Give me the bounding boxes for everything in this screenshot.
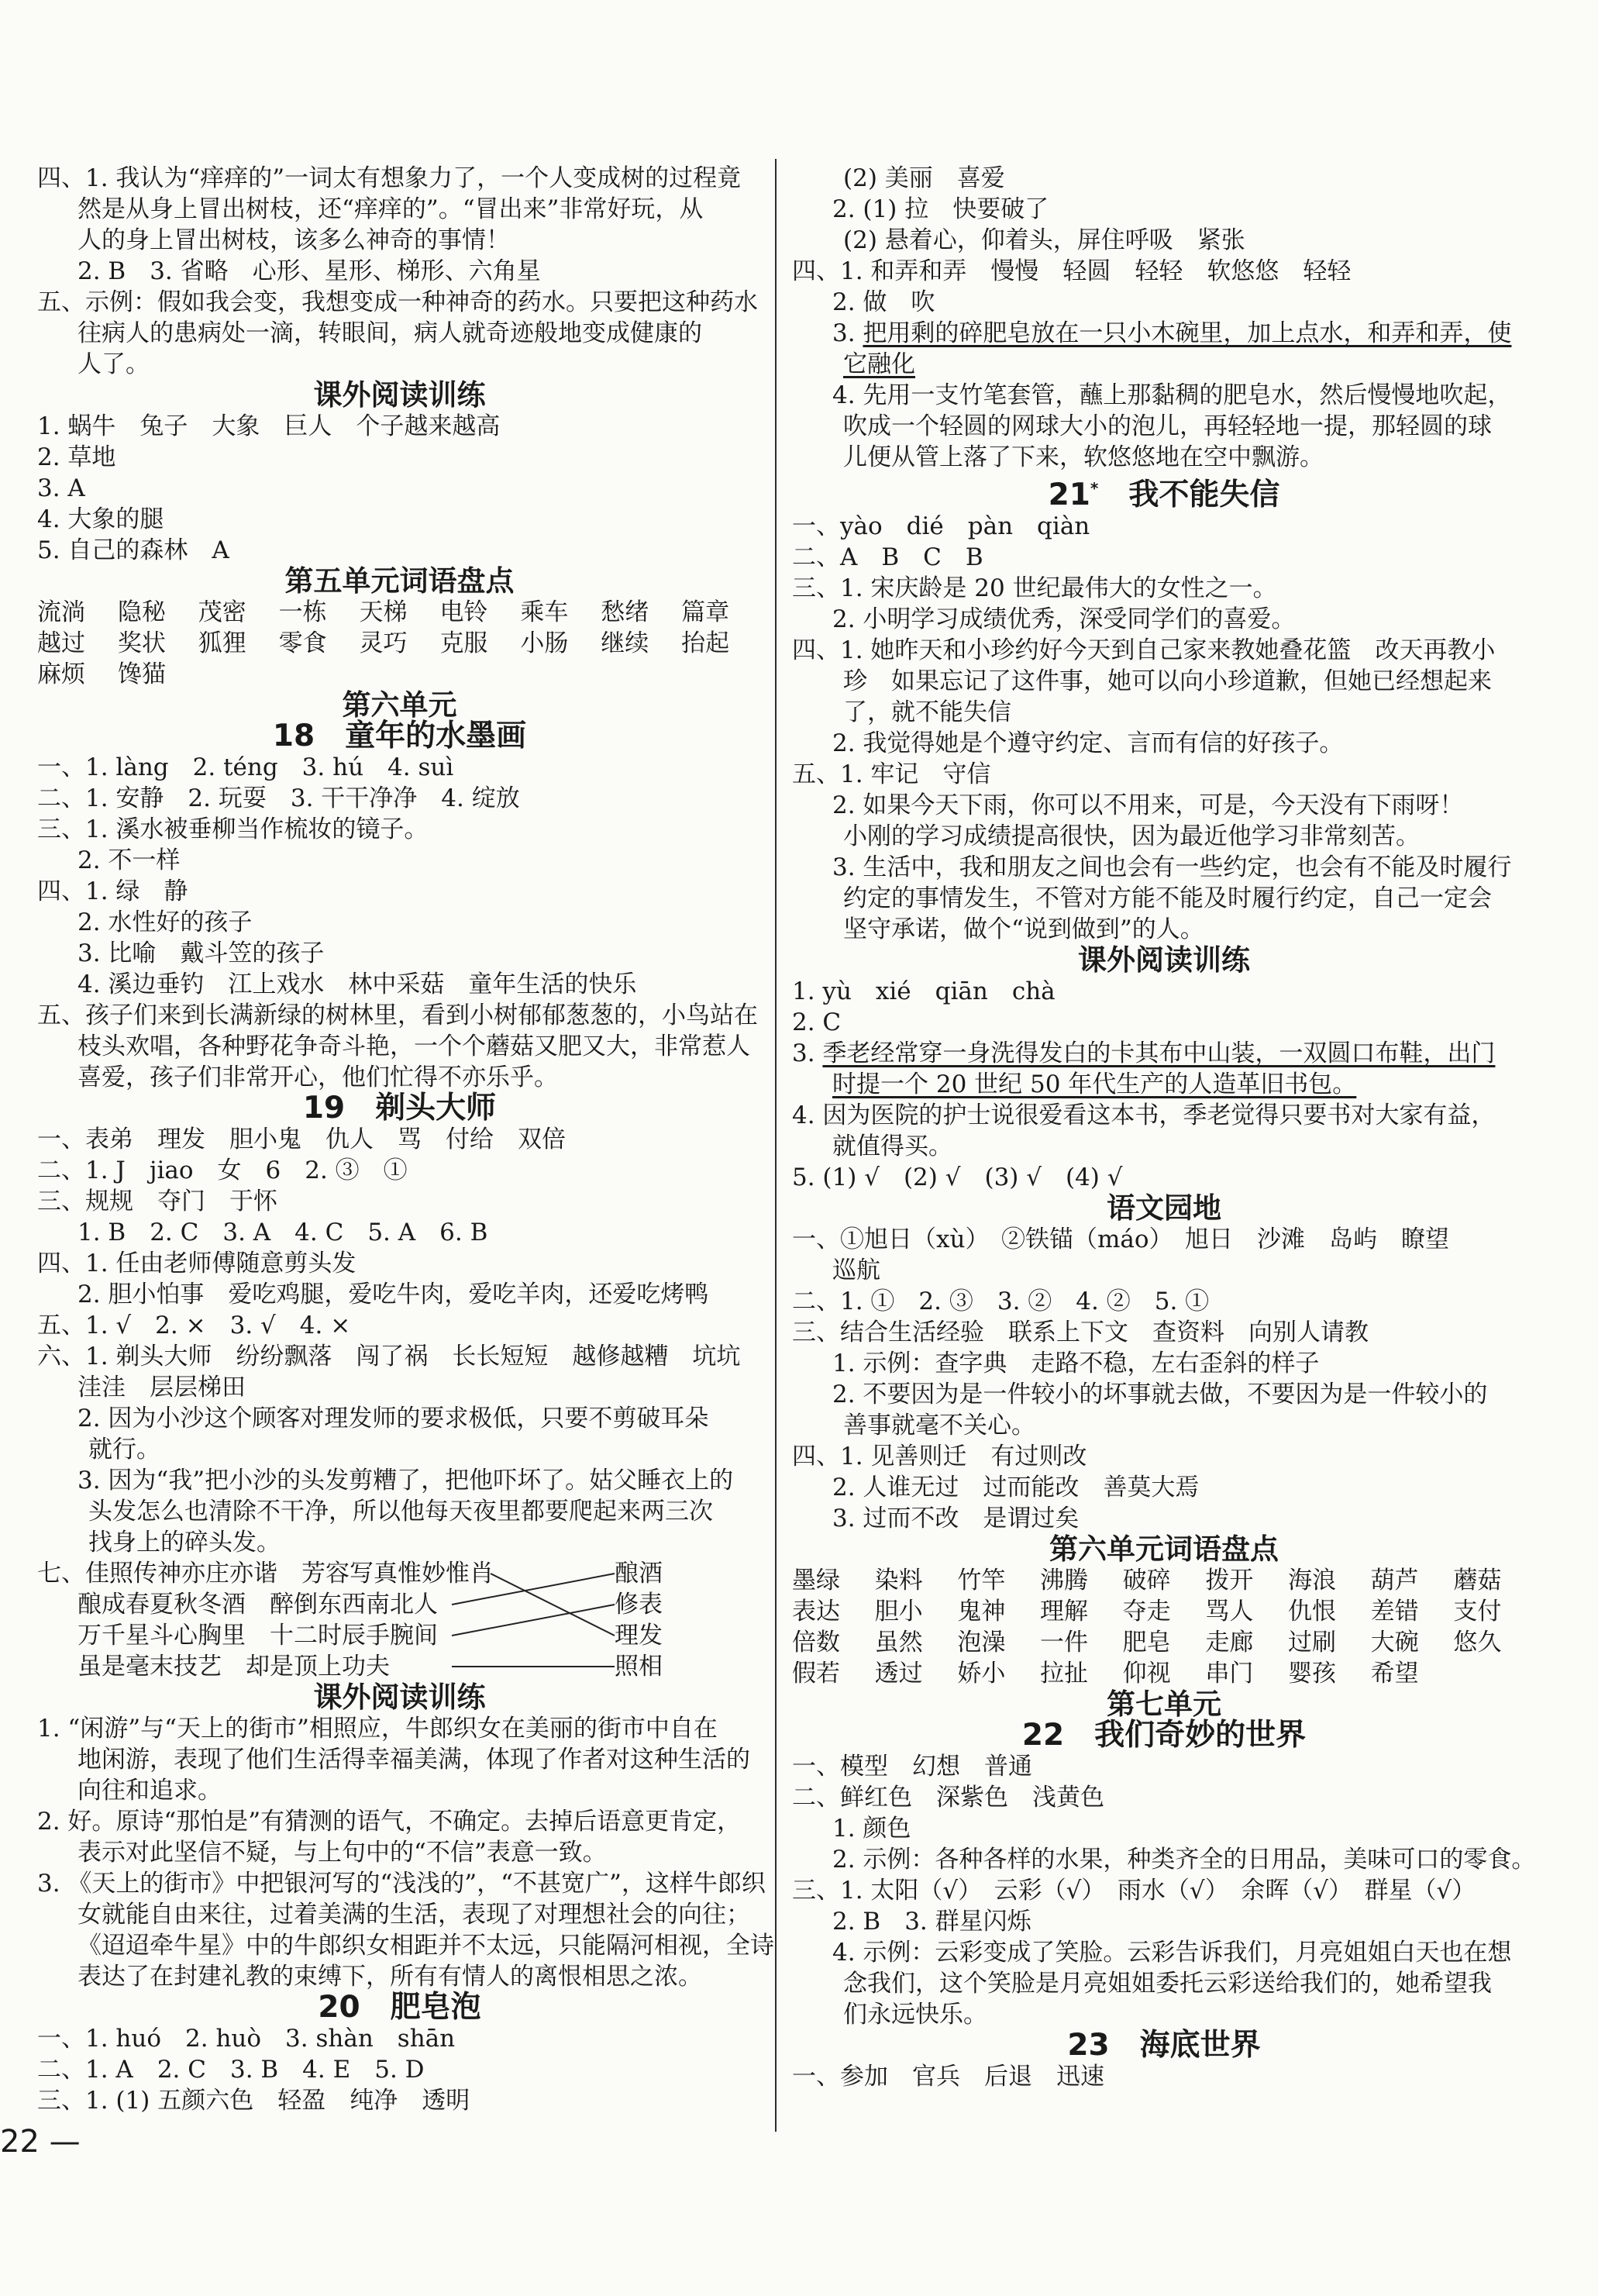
vocab-word: 过刷	[1287, 1629, 1336, 1656]
vocab-word: 倍数	[792, 1629, 840, 1656]
answer-line: 一、参加 官兵 后退 迅速	[792, 2063, 1104, 2091]
answer-line: 2. 不要因为是一件较小的坏事就去做，不要因为是一件较小的	[832, 1381, 1488, 1408]
unit-heading: 第七单元	[1107, 1688, 1221, 1721]
vocab-word: 拉扯	[1039, 1660, 1088, 1688]
answer-line: 四、1. 和弄和弄 慢慢 轻圆 轻轻 软悠悠 轻轻	[792, 257, 1352, 285]
answer-line: 3. 比喻 戴斗笠的孩子	[77, 939, 325, 967]
answer-line: 小刚的学习成绩提高很快，因为最近他学习非常刻苦。	[843, 822, 1420, 850]
answer-line: 四、1. 任由老师傅随意剪头发	[37, 1250, 356, 1277]
answer-line: 五、1. √ 2. × 3. √ 4. ×	[37, 1312, 351, 1339]
vocab-word: 灵巧	[359, 629, 408, 657]
vocab-word: 沸腾	[1039, 1567, 1088, 1594]
answer-line: 洼洼 层层梯田	[77, 1374, 246, 1401]
answer-line: 2. 如果今天下雨，你可以不用来，可是，今天没有下雨呀！	[832, 791, 1464, 819]
lesson-title: 我不能失信	[1128, 477, 1280, 512]
answer-line: 2. 不一样	[77, 846, 181, 874]
match-option: 理发	[615, 1622, 663, 1650]
vocab-word: 泡澡	[957, 1629, 1006, 1656]
vocab-word: 零食	[278, 629, 327, 657]
answer-line: 四、1. 我认为“痒痒的”一词太有想象力了，一个人变成树的过程竟	[37, 164, 742, 192]
answer-line: 二、1. ① 2. ③ 3. ② 4. ② 5. ①	[792, 1288, 1210, 1315]
vocab-word: 竹竿	[957, 1567, 1006, 1594]
section-heading: 课外阅读训练	[313, 1681, 486, 1714]
couplet-left: 万千星斗心胸里 十二时辰手腕间	[77, 1622, 438, 1650]
vocab-word: 流淌	[37, 598, 85, 626]
vocab-word: 支付	[1453, 1598, 1502, 1625]
couplet-left: 虽是毫末技艺 却是顶上功夫	[77, 1653, 390, 1681]
vocab-word: 一件	[1039, 1629, 1088, 1656]
answer-line: 地闲游，表现了他们生活得幸福美满，体现了作者对这种生活的	[77, 1746, 750, 1774]
answer-line: 吹成一个轻圆的网球大小的泡儿，再轻轻地一提，那轻圆的球	[843, 412, 1492, 440]
answer-line: 喜爱，孩子们非常开心，他们忙得不亦乐乎。	[77, 1064, 558, 1091]
answer-line: 五、1. 牢记 守信	[792, 760, 991, 788]
vocab-word: 狐狸	[198, 629, 246, 657]
answer-line: 3. A	[37, 474, 85, 502]
answer-line: 四、1. 她昨天和小珍约好今天到自己家来教她叠花篮 改天再教小	[792, 636, 1496, 664]
answer-line: 2. B 3. 省略 心形、星形、梯形、六角星	[77, 257, 541, 285]
answer-line: 善事就毫不关心。	[843, 1412, 1035, 1439]
left-column	[37, 163, 774, 2116]
answer-line: 人了。	[77, 350, 150, 378]
answer-line: 一、①旭日（xù） ②铁锚（máo） 旭日 沙滩 岛屿 瞭望	[792, 1226, 1449, 1253]
underlined-answer: 它融化	[843, 350, 915, 378]
answer-line: 二、1. A 2. C 3. B 4. E 5. D	[37, 2056, 425, 2084]
answer-line: 们永远快乐。	[843, 2001, 987, 2029]
vocab-word: 乘车	[520, 598, 569, 626]
answer-line: 儿便从管上落了下来，软悠悠地在空中飘游。	[843, 443, 1324, 471]
vocab-word: 骂人	[1205, 1598, 1254, 1625]
answer-line: 2. (1) 拉 快要破了	[832, 195, 1049, 223]
answer-line: 1. 颜色	[832, 1815, 911, 1843]
lesson-heading: 18 童年的水墨画	[272, 719, 527, 753]
vocab-word: 表达	[792, 1598, 840, 1625]
section-heading: 语文园地	[1107, 1191, 1221, 1225]
answer-line: 向往和追求。	[77, 1777, 222, 1805]
question-number: 3.	[832, 319, 863, 347]
vocab-word: 天梯	[359, 598, 408, 626]
vocab-word: 假若	[792, 1660, 840, 1688]
answer-line: 人的身上冒出树枝，该多么神奇的事情！	[77, 226, 510, 254]
answer-line: 3. 生活中，我和朋友之间也会有一些约定，也会有不能及时履行	[832, 853, 1512, 881]
answer-line: 1. yù xié qiān chà	[792, 977, 1056, 1005]
answer-line: 3. 《天上的街市》中把银河写的“浅浅的”，“不甚宽广”，这样牛郎织	[37, 1870, 766, 1898]
match-option: 酿酒	[615, 1560, 663, 1588]
answer-line: 约定的事情发生，不管对方能不能及时履行约定，自己一定会	[843, 884, 1492, 912]
vocab-word: 染料	[874, 1567, 923, 1594]
vocab-word: 胆小	[874, 1598, 923, 1625]
vocab-word: 大碗	[1370, 1629, 1419, 1656]
answer-line: 三、1. 宋庆龄是 20 世纪最伟大的女性之一。	[792, 574, 1277, 602]
answer-line: 表达了在封建礼教的束缚下，所有有情人的离恨相思之浓。	[77, 1963, 702, 1991]
vocab-word: 破碎	[1122, 1567, 1171, 1594]
section-heading: 课外阅读训练	[313, 378, 486, 412]
answer-line: 2. 做 吹	[832, 288, 935, 316]
answer-line: 1. “闲游”与“天上的街市”相照应，牛郎织女在美丽的街市中自在	[37, 1715, 718, 1743]
vocab-word: 虽然	[874, 1629, 923, 1656]
lesson-number: 21	[1048, 477, 1090, 512]
lesson-heading: 20 肥皂泡	[318, 1990, 481, 2025]
vocab-word: 悠久	[1453, 1629, 1502, 1656]
vocab-word: 越过	[37, 629, 85, 657]
answer-line: 二、1. 安静 2. 玩耍 3. 干干净净 4. 绽放	[37, 784, 520, 812]
answer-line: 坚守承诺，做个“说到做到”的人。	[843, 915, 1204, 943]
answer-line: 一、yào dié pàn qiàn	[792, 512, 1090, 540]
vocab-word: 差错	[1370, 1598, 1419, 1625]
vocab-word: 夺走	[1122, 1598, 1171, 1625]
answer-line: 头发怎么也清除不干净，所以他每天夜里都要爬起来两三次	[88, 1498, 713, 1525]
vocab-word: 仇恨	[1287, 1598, 1336, 1625]
vocab-word: 抬起	[681, 629, 730, 657]
page-number: 22 —	[0, 2124, 81, 2160]
optional-mark: *	[1090, 479, 1099, 498]
answer-line: 一、1. làng 2. téng 3. hú 4. suì	[37, 753, 454, 781]
answer-line: 2. 小明学习成绩优秀，深受同学们的喜爱。	[832, 605, 1296, 633]
answer-line: 1. B 2. C 3. A 4. C 5. A 6. B	[77, 1219, 488, 1246]
vocab-word: 透过	[874, 1660, 923, 1688]
vocab-word: 麻烦	[37, 660, 85, 688]
answer-line: 了，就不能失信	[843, 698, 1011, 726]
answer-line: 3. 因为“我”把小沙的头发剪糟了，把他吓坏了。姑父睡衣上的	[77, 1467, 734, 1494]
column-divider	[775, 159, 777, 2132]
vocab-word: 奖状	[117, 629, 166, 657]
vocab-word: 电铃	[439, 598, 488, 626]
vocab-word: 理解	[1039, 1598, 1088, 1625]
lesson-heading: 22 我们奇妙的世界	[1021, 1718, 1307, 1753]
answer-line: 然是从身上冒出树枝，还“痒痒的”。“冒出来”非常好玩，从	[77, 195, 704, 223]
vocab-word: 婴孩	[1287, 1660, 1336, 1688]
answer-line: 4. 大象的腿	[37, 505, 164, 533]
vocab-word: 葫芦	[1370, 1567, 1419, 1594]
match-option: 修表	[615, 1591, 663, 1619]
answer-line: 4. 因为医院的护士说很爱看这本书，季老觉得只要书对大家有益，	[792, 1101, 1496, 1129]
answer-line: 4. 先用一支竹笔套管，蘸上那黏稠的肥皂水，然后慢慢地吹起，	[832, 381, 1512, 409]
answer-line: 5. (1) √ (2) √ (3) √ (4) √	[792, 1164, 1123, 1191]
answer-line: 巡航	[832, 1257, 880, 1284]
answer-line: 五、孩子们来到长满新绿的树林里，看到小树郁郁葱葱的，小鸟站在	[37, 1001, 758, 1029]
answer-line: 女就能自由来往，过着美满的生活，表现了对理想社会的向往；	[77, 1901, 750, 1929]
couplet-left: 佳照传神亦庄亦谐 芳容写真惟妙惟肖	[85, 1560, 494, 1588]
vocab-word: 隐秘	[117, 598, 166, 626]
answer-line: 三、1. 太阳（√） 云彩（√） 雨水（√） 余晖（√） 群星（√）	[792, 1877, 1476, 1905]
answer-line: 3. 过而不改 是谓过矣	[832, 1505, 1080, 1532]
answer-line: 三、结合生活经验 联系上下文 查资料 向别人请教	[792, 1319, 1369, 1346]
section-heading: 第五单元词语盘点	[284, 564, 515, 598]
word-list	[37, 597, 762, 690]
lesson-heading	[792, 473, 1536, 511]
underlined-answer: 时提一个 20 世纪 50 年代生产的人造革旧书包。	[832, 1070, 1357, 1098]
answer-line: 三、1. 溪水被垂柳当作梳妆的镜子。	[37, 815, 429, 843]
answer-line: 四、1. 绿 静	[37, 877, 188, 905]
answer-line: 找身上的碎头发。	[88, 1529, 281, 1557]
vocab-word: 蘑菇	[1453, 1567, 1502, 1594]
vocab-word: 墨绿	[792, 1567, 840, 1594]
right-column	[792, 163, 1536, 2092]
vocab-word: 仰视	[1122, 1660, 1171, 1688]
answer-line: (2) 悬着心，仰着头，屏住呼吸 紧张	[843, 226, 1245, 254]
vocab-word: 小肠	[520, 629, 569, 657]
answer-line: 2. B 3. 群星闪烁	[832, 1908, 1031, 1936]
answer-line: 5. 自己的森林 A	[37, 536, 229, 564]
answer-line: 2. 胆小怕事 爱吃鸡腿，爱吃牛肉，爱吃羊肉，还爱吃烤鸭	[77, 1281, 709, 1308]
answer-line: 二、1. J jiao 女 6 2. ③ ①	[37, 1157, 408, 1184]
vocab-word: 一栋	[278, 598, 327, 626]
vocab-word: 肥皂	[1122, 1629, 1171, 1656]
answer-line: 四、1. 见善则迁 有过则改	[792, 1443, 1087, 1470]
vocab-word: 娇小	[957, 1660, 1006, 1688]
vocab-word: 克服	[439, 629, 488, 657]
lesson-heading: 23 海底世界	[1067, 2028, 1261, 2063]
couplet-left: 酿成春夏秋冬酒 醉倒东西南北人	[77, 1591, 438, 1619]
section-heading: 第六单元词语盘点	[1049, 1532, 1279, 1566]
answer-line: 二、A B C B	[792, 543, 983, 571]
vocab-word: 篇章	[681, 598, 730, 626]
word-list	[792, 1565, 1536, 1689]
unit-heading: 第六单元	[342, 688, 457, 722]
answer-line: 念我们，这个笑脸是月亮姐姐委托云彩送给我们的，她希望我	[843, 1970, 1492, 1998]
vocab-word: 继续	[601, 629, 649, 657]
answer-line: 2. 人谁无过 过而能改 善莫大焉	[832, 1474, 1200, 1501]
vocab-word: 馋猫	[117, 660, 166, 688]
answer-line: 2. C	[792, 1008, 842, 1036]
answer-line: 六、1. 剃头大师 纷纷飘落 闯了祸 长长短短 越修越糟 坑坑	[37, 1343, 741, 1370]
answer-line: 4. 溪边垂钓 江上戏水 林中采菇 童年生活的快乐	[77, 970, 637, 998]
question-number: 3.	[792, 1039, 823, 1067]
question-number: 七、	[37, 1560, 85, 1588]
answer-line: 就行。	[88, 1436, 160, 1463]
answer-line: 4. 示例：云彩变成了笑脸。云彩告诉我们，月亮姐姐白天也在想	[832, 1939, 1512, 1967]
vocab-word: 希望	[1370, 1660, 1419, 1688]
answer-line: 往病人的患病处一滴，转眼间，病人就奇迹般地变成健康的	[77, 319, 702, 347]
answer-line: 表示对此坚信不疑，与上句中的“不信”表意一致。	[77, 1839, 607, 1867]
vocab-word: 愁绪	[601, 598, 649, 626]
answer-line: 一、1. huó 2. huò 3. shàn shān	[37, 2025, 456, 2053]
answer-line: 五、示例：假如我会变，我想变成一种神奇的药水。只要把这种药水	[37, 288, 758, 316]
answer-line: 2. 因为小沙这个顾客对理发师的要求极低，只要不剪破耳朵	[77, 1405, 709, 1432]
answer-line: 《迢迢牵牛星》中的牛郎织女相距并不太远，只能隔河相视，全诗	[77, 1932, 774, 1960]
answer-line: 2. 草地	[37, 443, 116, 471]
match-option: 照相	[615, 1653, 663, 1681]
matching-exercise	[37, 1558, 762, 1682]
answer-line: 2. 示例：各种各样的水果，种类齐全的日用品，美味可口的零食。	[832, 1846, 1536, 1874]
vocab-word: 海浪	[1287, 1567, 1336, 1594]
vocab-word: 茂密	[198, 598, 246, 626]
answer-line: 珍 如果忘记了这件事，她可以向小珍道歉，但她已经想起来	[843, 667, 1492, 695]
vocab-word: 鬼神	[957, 1598, 1006, 1625]
answer-line: 就值得买。	[832, 1132, 952, 1160]
section-heading: 课外阅读训练	[1078, 943, 1250, 977]
answer-line: 三、1. (1) 五颜六色 轻盈 纯净 透明	[37, 2087, 470, 2115]
answer-line: 一、表弟 理发 胆小鬼 仇人 骂 付给 双倍	[37, 1126, 566, 1153]
answer-line: 2. 我觉得她是个遵守约定、言而有信的好孩子。	[832, 729, 1344, 757]
underlined-answer: 季老经常穿一身洗得发白的卡其布中山装，一双圆口布鞋，出门	[822, 1039, 1496, 1067]
lesson-heading: 19 剃头大师	[302, 1091, 497, 1126]
answer-line: 1. 示例：查字典 走路不稳，左右歪斜的样子	[832, 1350, 1320, 1377]
answer-line: 1. 蜗牛 兔子 大象 巨人 个子越来越高	[37, 412, 501, 440]
answer-line: 枝头欢唱，各种野花争奇斗艳，一个个蘑菇又肥又大，非常惹人	[77, 1033, 750, 1060]
answer-line: 一、模型 幻想 普通	[792, 1753, 1032, 1781]
answer-line: 二、鲜红色 深紫色 浅黄色	[792, 1784, 1104, 1812]
answer-line: (2) 美丽 喜爱	[843, 164, 1005, 192]
underlined-answer: 把用剩的碎肥皂放在一只小木碗里，加上点水，和弄和弄，使	[863, 319, 1512, 347]
answer-line: 2. 水性好的孩子	[77, 908, 253, 936]
vocab-word: 串门	[1205, 1660, 1254, 1688]
vocab-word: 拨开	[1205, 1567, 1254, 1594]
answer-line: 三、规规 夺门 于怀	[37, 1188, 277, 1215]
answer-line: 2. 好。原诗“那怕是”有猜测的语气，不确定。去掉后语意更肯定，	[37, 1808, 742, 1836]
vocab-word: 走廊	[1205, 1629, 1254, 1656]
